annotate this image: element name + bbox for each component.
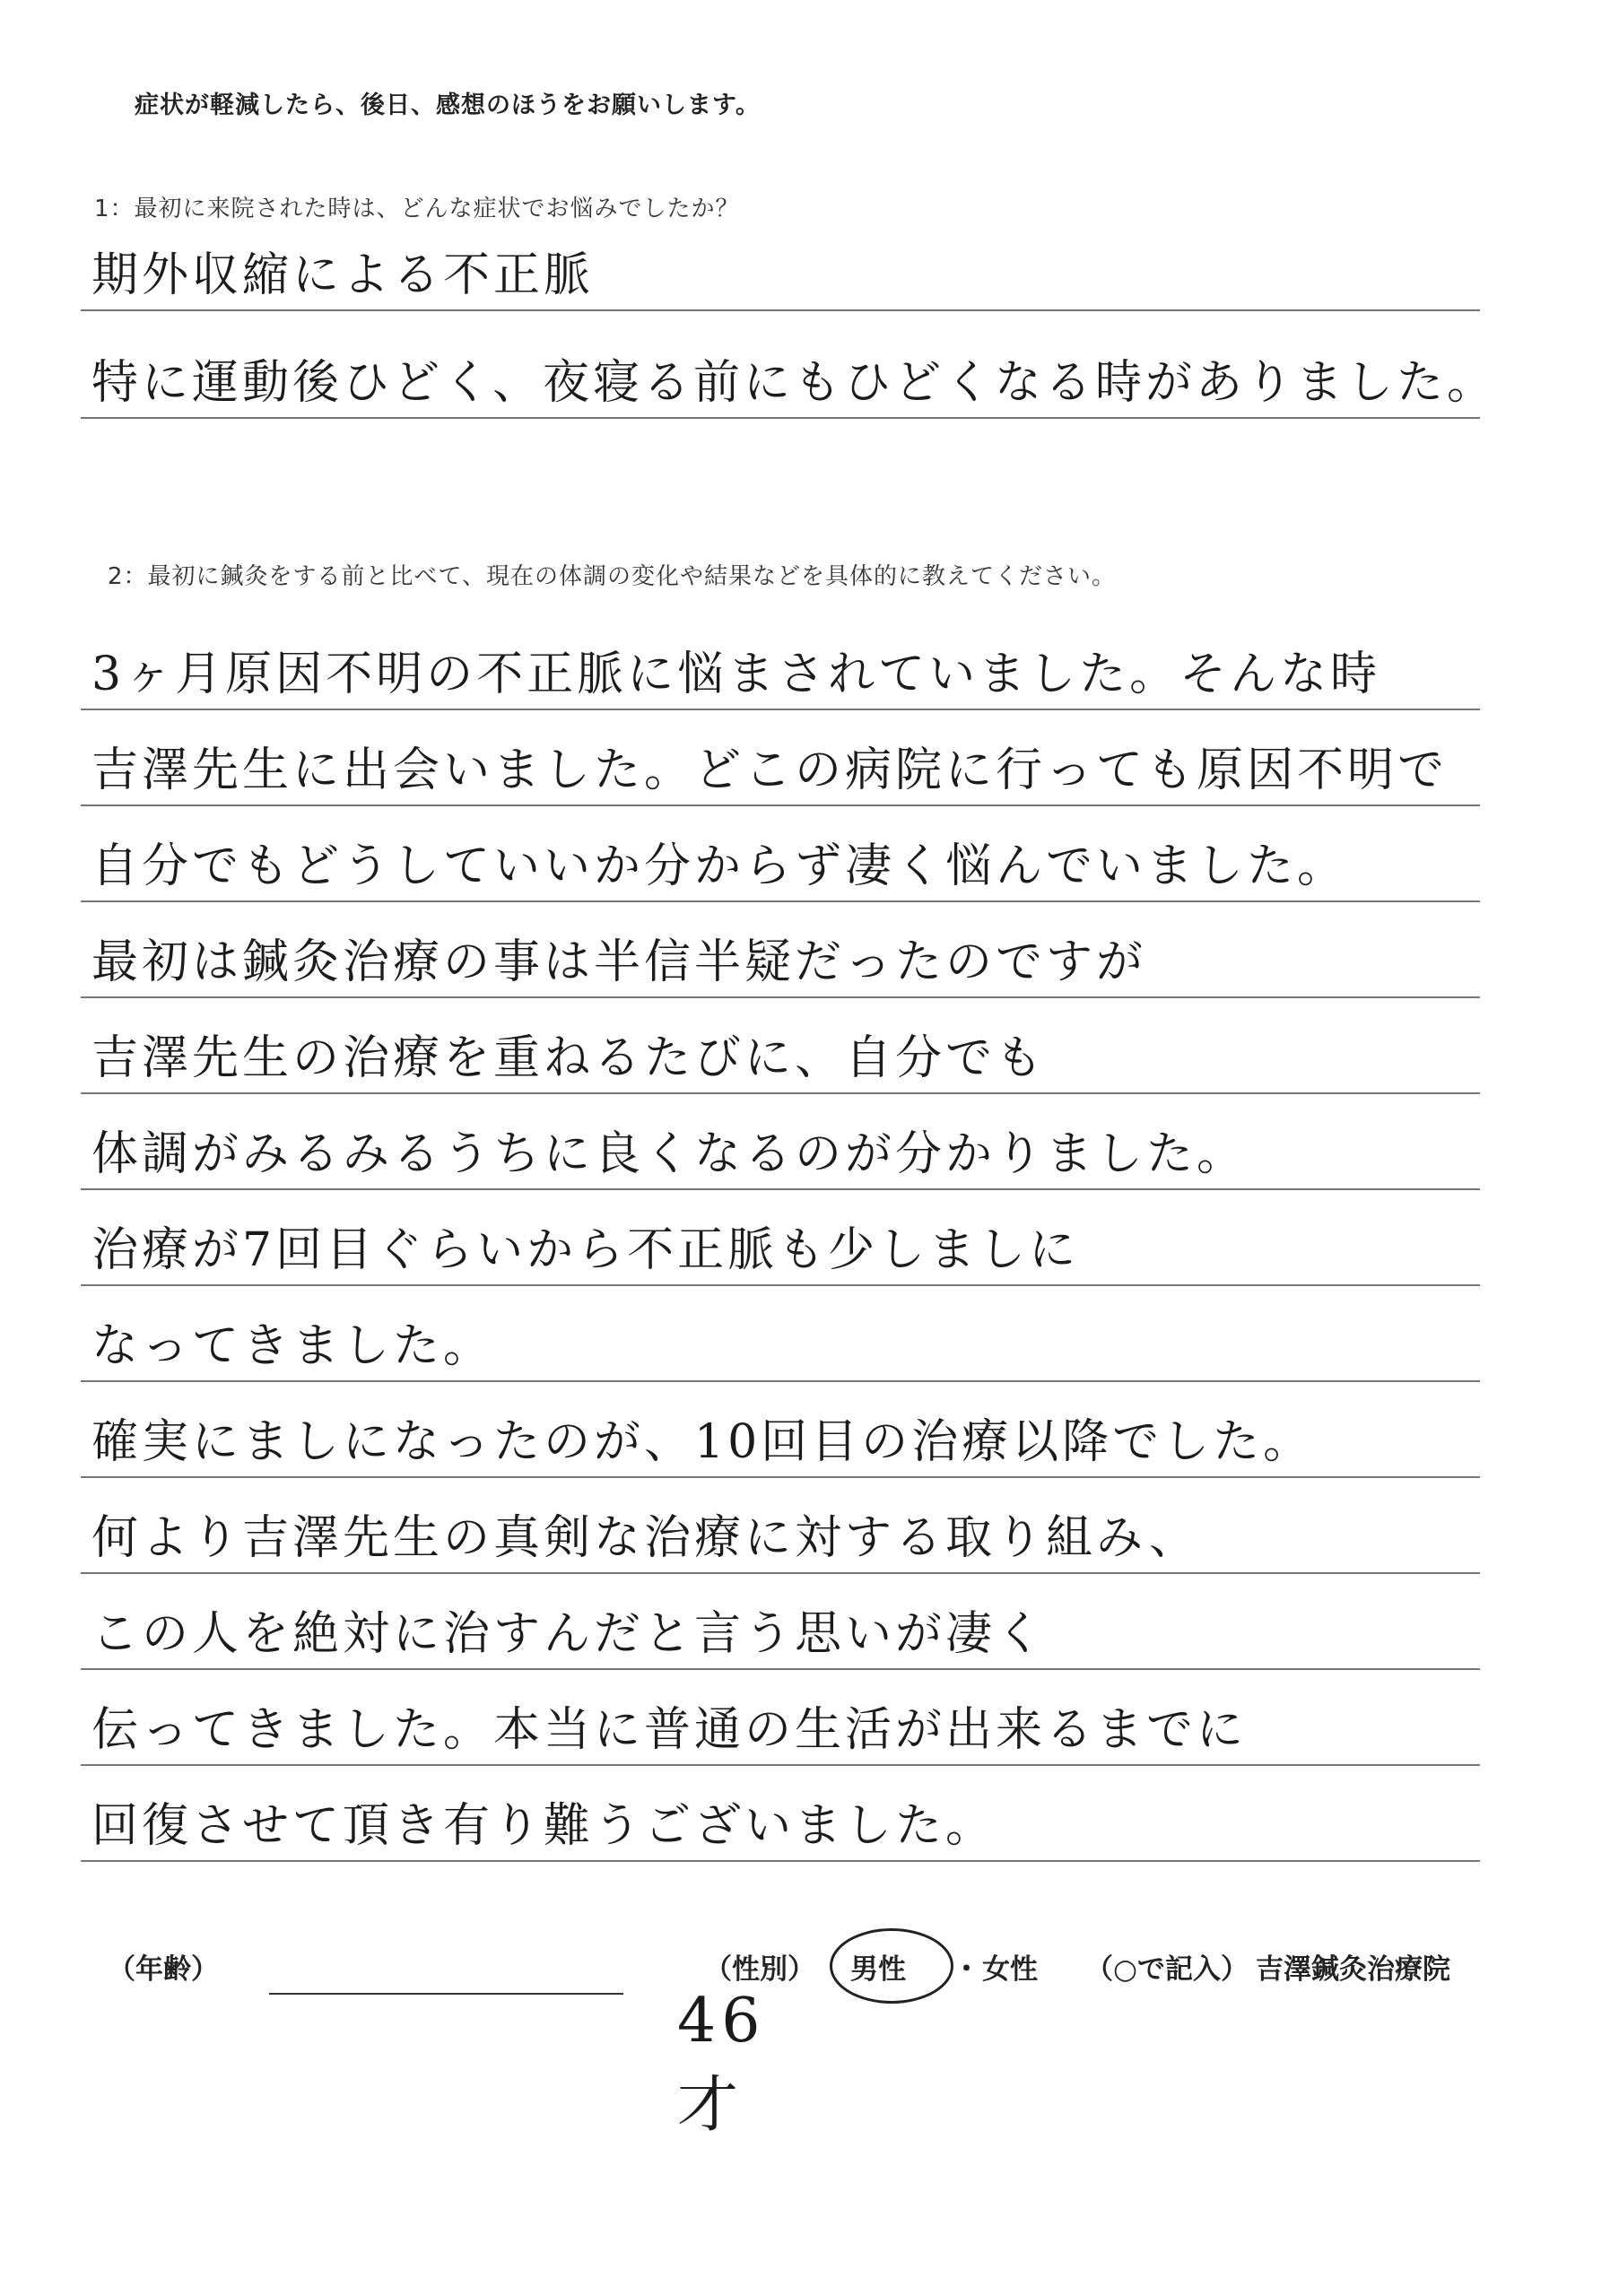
answer-2-text-7: 治療が7回目ぐらいから不正脈も少しましに xyxy=(91,1223,1080,1277)
clinic-name: 吉澤鍼灸治療院 xyxy=(1256,1953,1450,1986)
sex-label: （性別） xyxy=(704,1953,815,1986)
answer-2-text-6: 体調がみるみるうちに良くなるのが分かりました。 xyxy=(91,1127,1248,1181)
answer-2-text-12: 伝ってきました。本当に普通の生活が出来るまでに xyxy=(91,1703,1248,1757)
answer-2-line-3 xyxy=(81,838,1480,902)
form-instruction: 症状が軽減したら、後日、感想のほうをお願いします。 xyxy=(135,91,761,119)
age-value: 46才 xyxy=(677,1986,766,2141)
answer-2-line-12 xyxy=(81,1701,1480,1766)
answer-2-text-9: 確実にましになったのが、10回目の治療以降でした。 xyxy=(91,1415,1314,1469)
answer-1-line-2 xyxy=(81,354,1497,419)
answer-2-text-13: 回復させて頂き有り難うございました。 xyxy=(91,1799,997,1853)
answer-2-line-1 xyxy=(81,646,1480,710)
answer-1-text-1: 期外収縮による不正脈 xyxy=(91,248,595,302)
answer-2-text-3: 自分でもどうしていいか分からず凄く悩んでいました。 xyxy=(91,839,1348,893)
sex-option-male: 男性 xyxy=(850,1953,906,1986)
answer-2-text-4: 最初は鍼灸治療の事は半信半疑だったのですが xyxy=(91,935,1147,989)
answer-1-text-2: 特に運動後ひどく、夜寝る前にもひどくなる時がありました。 xyxy=(91,356,1497,410)
answer-2-line-10 xyxy=(81,1509,1480,1574)
answer-2-text-10: 何より吉澤先生の真剣な治療に対する取り組み、 xyxy=(91,1511,1200,1565)
selected-circle-mark-icon xyxy=(830,1928,953,2004)
age-label: （年齢） xyxy=(108,1953,219,1986)
answer-2-line-7 xyxy=(81,1222,1480,1286)
answer-2-text-11: この人を絶対に治すんだと言う思いが凄く xyxy=(91,1607,1047,1661)
answer-2-line-9 xyxy=(81,1413,1480,1478)
answer-2-text-5: 吉澤先生の治療を重ねるたびに、自分でも xyxy=(91,1031,1047,1085)
answer-2-line-4 xyxy=(81,934,1480,998)
sex-separator: ・ xyxy=(953,1953,980,1986)
sex-option-female: 女性 xyxy=(982,1953,1038,1986)
answer-1-line-1 xyxy=(81,247,1480,311)
answer-2-line-13 xyxy=(81,1797,1480,1862)
answer-2-text-2: 吉澤先生に出会いました。どこの病院に行っても原因不明で xyxy=(91,744,1449,797)
form-footer xyxy=(0,1928,1619,2141)
answer-2-line-2 xyxy=(81,742,1480,806)
sex-instruction: （○で記入） xyxy=(1085,1953,1249,1986)
answer-2-text-8: なってきました。 xyxy=(91,1319,494,1373)
answer-2-line-11 xyxy=(81,1605,1480,1670)
age-field xyxy=(269,1986,766,2141)
question-2-prompt: 2：最初に鍼灸をする前と比べて、現在の体調の変化や結果などを具体的に教えてください。 xyxy=(108,563,1117,590)
answer-2-line-6 xyxy=(81,1126,1480,1190)
question-1-prompt: 1：最初に来院された時は、どんな症状でお悩みでしたか？ xyxy=(94,196,740,222)
answer-2-line-5 xyxy=(81,1030,1480,1094)
answer-2-text-1: 3ヶ月原因不明の不正脈に悩まされていました。そんな時 xyxy=(91,648,1381,701)
answer-2-line-8 xyxy=(81,1318,1480,1382)
